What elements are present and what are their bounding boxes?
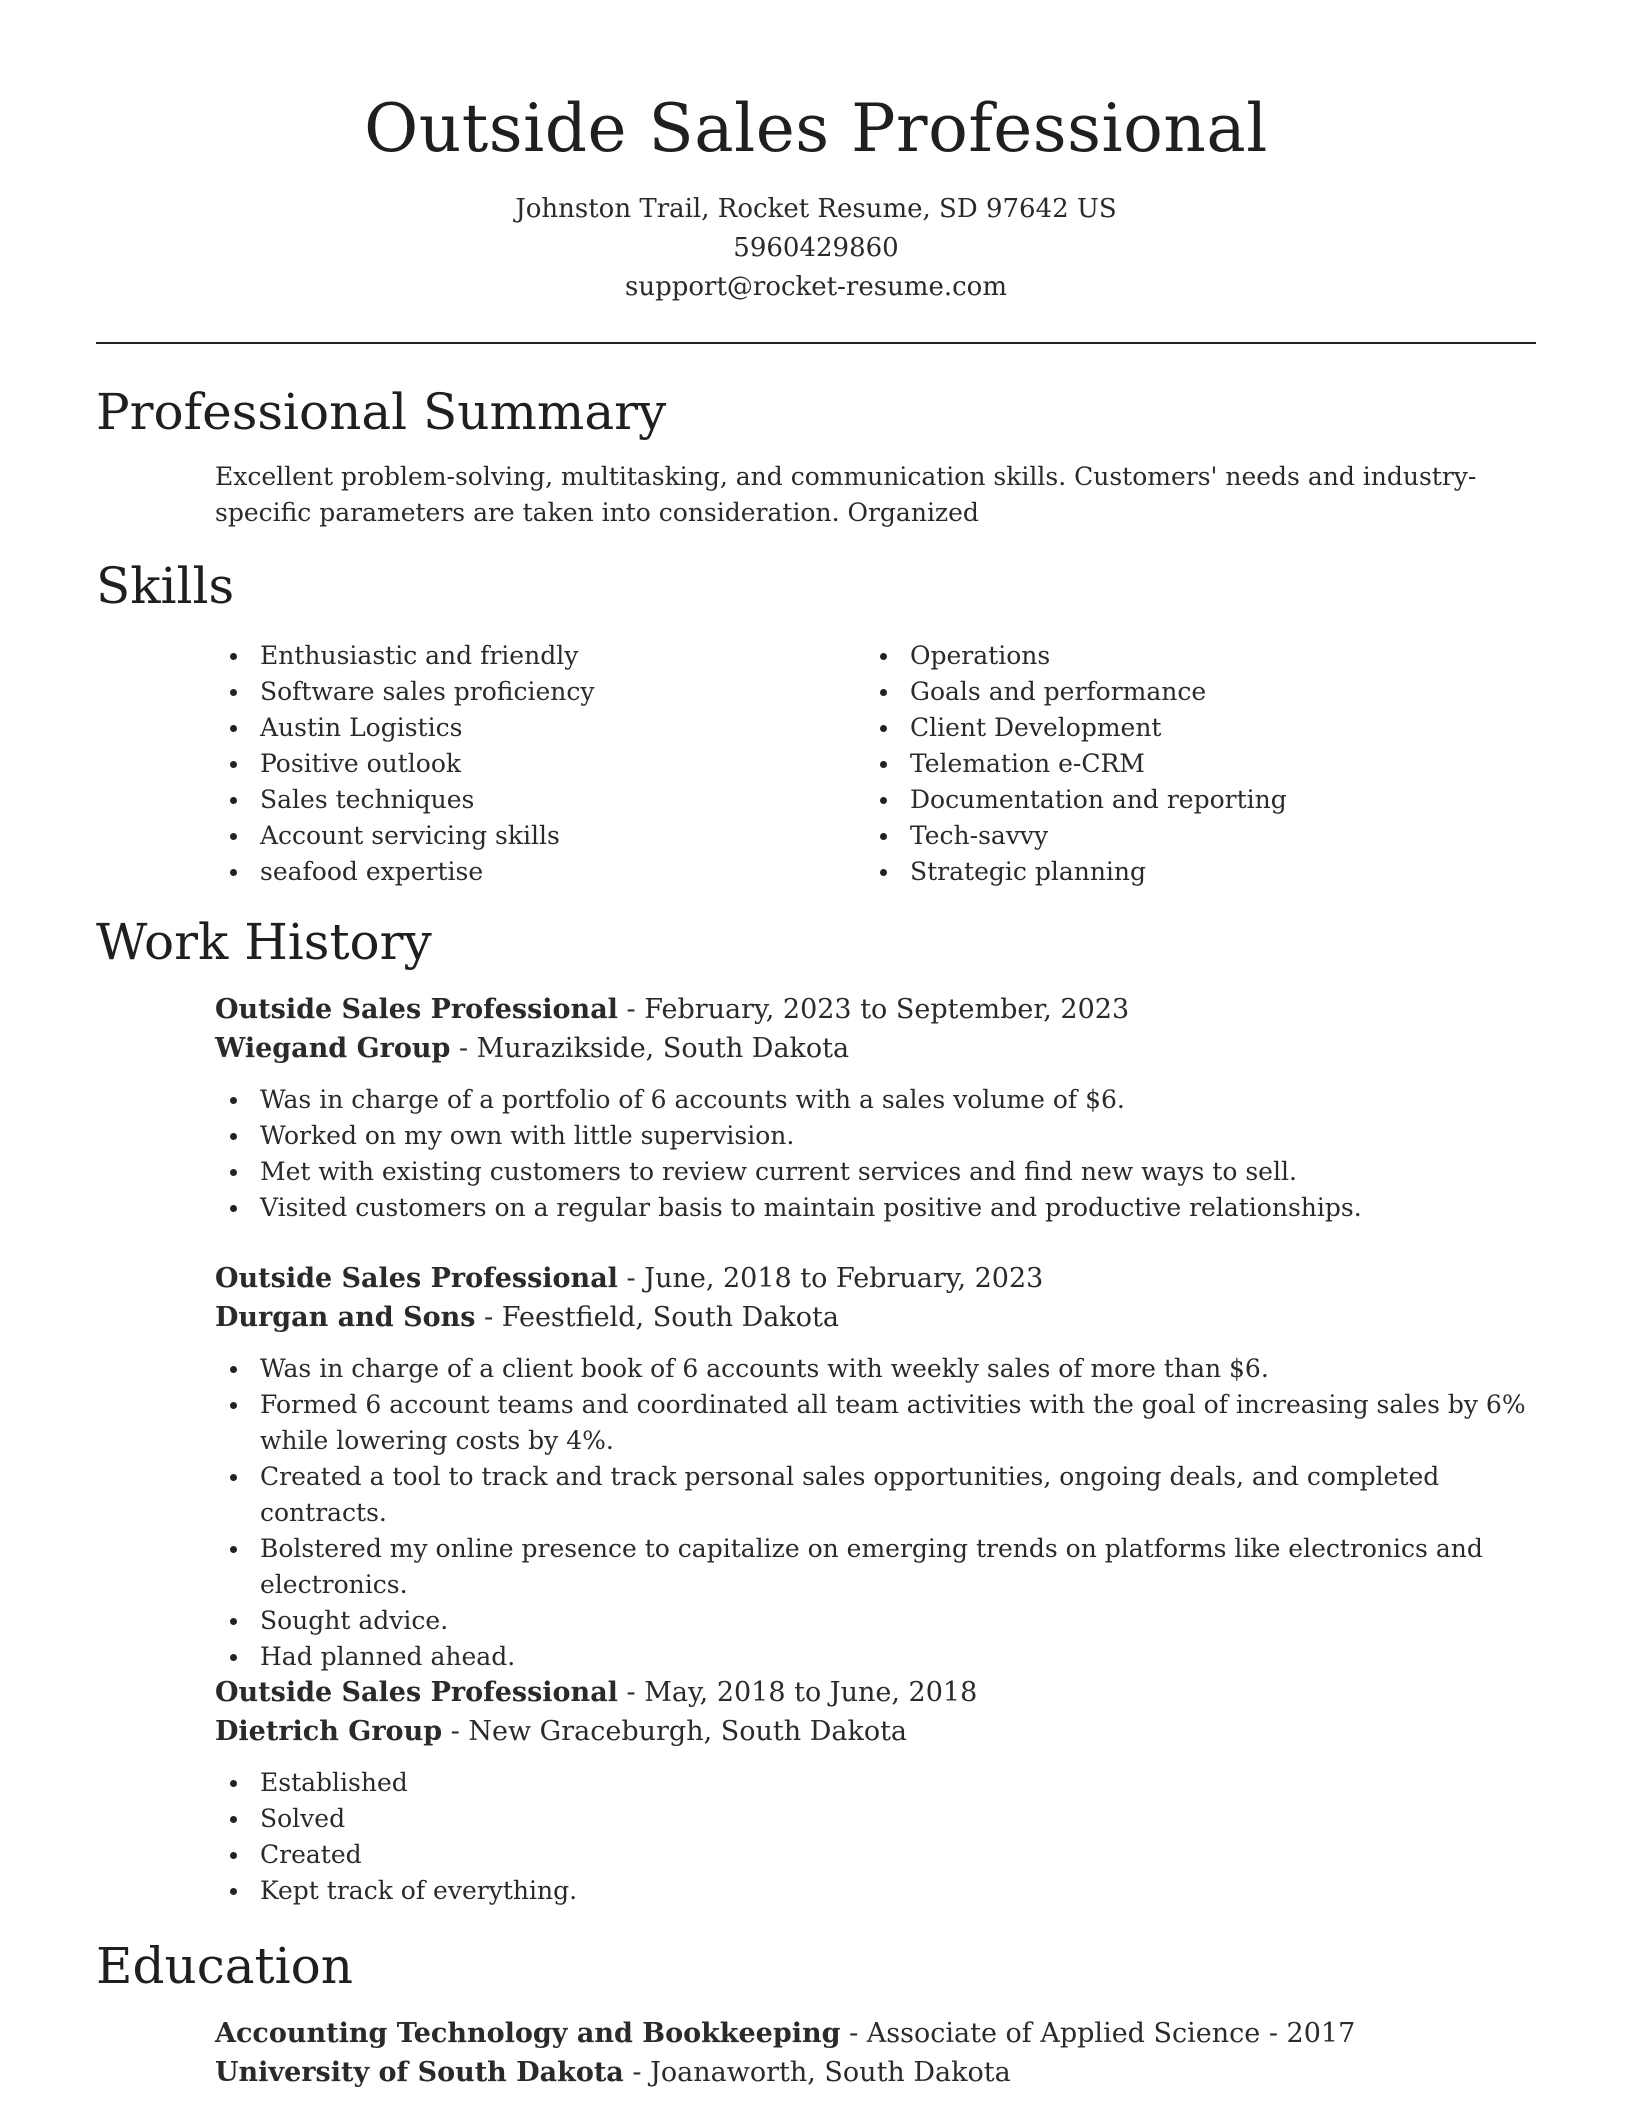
job-role: Outside Sales Professional — [215, 994, 618, 1025]
job-duty: Established — [215, 1765, 1535, 1801]
education-degree-year: - Associate of Applied Science - 2017 — [840, 2018, 1356, 2049]
job-company-line — [215, 1029, 1535, 1068]
phone-number: 5960429860 — [733, 233, 899, 263]
education-program: Accounting Technology and Bookkeeping — [215, 2018, 841, 2049]
job-duty: Formed 6 account teams and coordinated all team activities with the goal of increasing sales by 6% while lowering costs by 4%. — [215, 1387, 1535, 1459]
header-divider — [96, 342, 1536, 344]
job-dates: - February, 2023 to September, 2023 — [617, 994, 1130, 1025]
job-duty: Had planned ahead. — [215, 1639, 1535, 1675]
job-duties — [215, 1765, 1535, 1909]
skill-item: Documentation and reporting — [865, 782, 1515, 818]
professional-summary-text: Excellent problem-solving, multitasking, and communication skills. Customers' needs and industry-specific parameters are taken into consideration. Organized — [215, 462, 1477, 527]
job-role: Outside Sales Professional — [215, 1677, 618, 1708]
job-dates: - May, 2018 to June, 2018 — [617, 1677, 978, 1708]
job-duty: Met with existing customers to review current services and find new ways to sell. — [215, 1154, 1535, 1190]
job-location: - Murazikside, South Dakota — [450, 1033, 850, 1064]
professional-summary-heading: Professional Summary — [96, 383, 667, 441]
skill-item: Enthusiastic and friendly — [215, 638, 865, 674]
skill-item: Telemation e-CRM — [865, 746, 1515, 782]
job-entry — [215, 990, 1535, 1226]
skill-item: Account servicing skills — [215, 818, 865, 854]
job-location: - New Graceburgh, South Dakota — [442, 1716, 908, 1747]
job-location: - Feestfield, South Dakota — [475, 1302, 839, 1333]
job-entry — [215, 1673, 1535, 1909]
job-duty: Bolstered my online presence to capitalize on emerging trends on platforms like electronics and electronics. — [215, 1531, 1535, 1603]
education-location: - Joanaworth, South Dakota — [623, 2057, 1011, 2088]
resume-header — [96, 88, 1536, 307]
skill-item: seafood expertise — [215, 854, 865, 890]
education-entry — [215, 2014, 1535, 2092]
skills-list — [215, 638, 1535, 890]
email-address: support@rocket-resume.com — [624, 272, 1007, 302]
job-duty: Was in charge of a client book of 6 accounts with weekly sales of more than $6. — [215, 1351, 1535, 1387]
job-company: Wiegand Group — [215, 1033, 451, 1064]
education-program-line — [215, 2014, 1535, 2053]
job-duty: Worked on my own with little supervision. — [215, 1118, 1535, 1154]
skill-item: Sales techniques — [215, 782, 865, 818]
skill-item: Positive outlook — [215, 746, 865, 782]
education-heading: Education — [96, 1937, 353, 1995]
job-duty: Was in charge of a portfolio of 6 accounts with a sales volume of $6. — [215, 1082, 1535, 1118]
skill-item: Tech-savvy — [865, 818, 1515, 854]
job-company-line — [215, 1298, 1535, 1337]
skill-item: Operations — [865, 638, 1515, 674]
skill-item: Goals and performance — [865, 674, 1515, 710]
job-title-line — [215, 1673, 1535, 1712]
skill-item: Austin Logistics — [215, 710, 865, 746]
job-duties — [215, 1351, 1535, 1675]
job-duty: Created a tool to track and track personal sales opportunities, ongoing deals, and completed contracts. — [215, 1459, 1535, 1531]
skill-item: Software sales proficiency — [215, 674, 865, 710]
job-company: Durgan and Sons — [215, 1302, 476, 1333]
job-duty: Sought advice. — [215, 1603, 1535, 1639]
contact-info — [96, 190, 1536, 307]
job-role: Outside Sales Professional — [215, 1263, 618, 1294]
work-history-heading: Work History — [96, 913, 432, 971]
address: Johnston Trail, Rocket Resume, SD 97642 US — [515, 194, 1117, 224]
skills-heading: Skills — [96, 557, 235, 615]
job-duty: Kept track of everything. — [215, 1873, 1535, 1909]
job-company: Dietrich Group — [215, 1716, 443, 1747]
job-company-line — [215, 1712, 1535, 1751]
job-title-line — [215, 990, 1535, 1029]
job-entry — [215, 1259, 1535, 1675]
skills-column-right — [865, 638, 1515, 890]
job-duty: Created — [215, 1837, 1535, 1873]
skill-item: Client Development — [865, 710, 1515, 746]
job-dates: - June, 2018 to February, 2023 — [617, 1263, 1044, 1294]
skills-column-left — [215, 638, 865, 890]
education-school: University of South Dakota — [215, 2057, 624, 2088]
education-school-line — [215, 2053, 1535, 2092]
job-duty: Visited customers on a regular basis to maintain positive and productive relationships. — [215, 1190, 1535, 1226]
skill-item: Strategic planning — [865, 854, 1515, 890]
job-duties — [215, 1082, 1535, 1226]
job-duty: Solved — [215, 1801, 1535, 1837]
job-title-line — [215, 1259, 1535, 1298]
candidate-name: Outside Sales Professional — [364, 90, 1268, 167]
